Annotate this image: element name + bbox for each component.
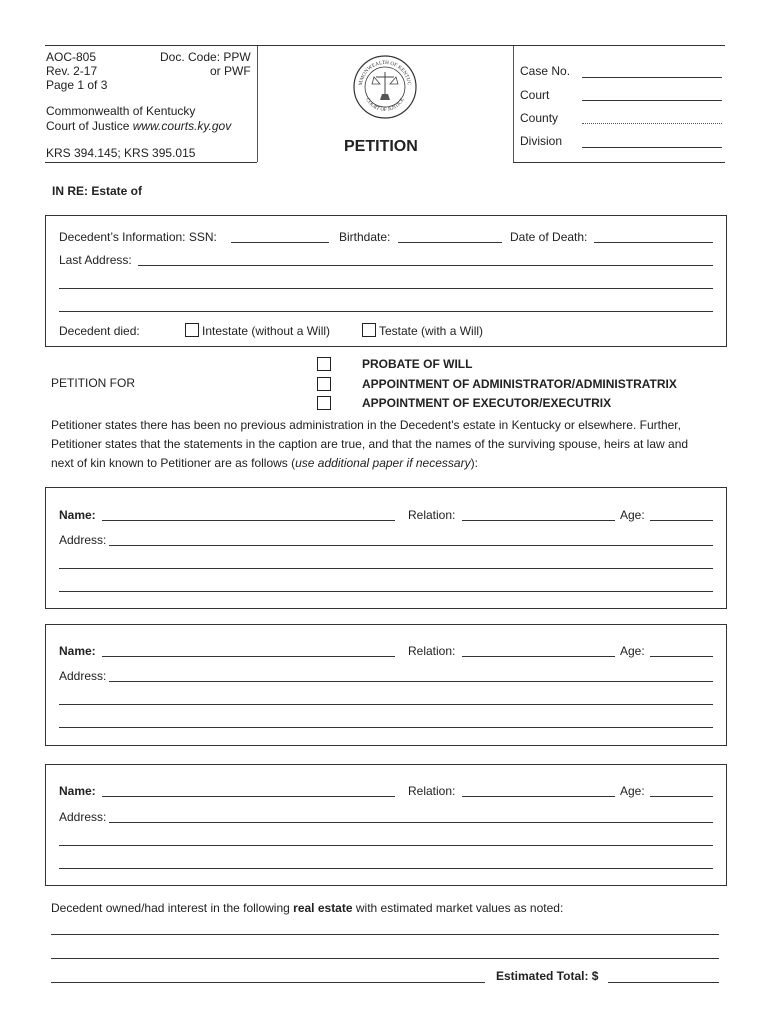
- intestate-checkbox[interactable]: [185, 323, 199, 337]
- last-address-line-3[interactable]: [59, 311, 713, 312]
- statement-line-3-start: next of kin known to Petitioner are as follows (: [51, 456, 296, 470]
- form-id: AOC-805: [46, 50, 97, 64]
- doc-code: Doc. Code: PPW: [160, 50, 251, 64]
- court-field[interactable]: [582, 100, 722, 101]
- ssn-field[interactable]: [231, 242, 329, 243]
- appoint-administrator-checkbox[interactable]: [317, 377, 331, 391]
- heir-1-address-label: Address:: [59, 533, 107, 547]
- heir-3-address-label: Address:: [59, 810, 107, 824]
- appoint-administrator-label: APPOINTMENT OF ADMINISTRATOR/ADMINISTRATRIX: [362, 377, 677, 391]
- page-number: Page 1 of 3: [46, 78, 108, 92]
- heir-1-age-field[interactable]: [650, 520, 713, 521]
- header-divider-left: [257, 46, 258, 162]
- heir-3-age-label: Age:: [620, 784, 645, 798]
- court-label: Court: [520, 88, 550, 102]
- probate-of-will-checkbox[interactable]: [317, 357, 331, 371]
- statement-line-3-italic: use additional paper if necessary: [295, 456, 471, 470]
- heir-2-name-field[interactable]: [102, 656, 395, 657]
- doc-code-alt: or PWF: [210, 64, 251, 78]
- court-website: www.courts.ky.gov: [132, 119, 232, 133]
- header-top-rule: [45, 45, 725, 46]
- heir-2-address-line-3[interactable]: [59, 727, 713, 728]
- heir-2-age-field[interactable]: [650, 656, 713, 657]
- heir-3-relation-label: Relation:: [408, 784, 456, 798]
- real-estate-line-3[interactable]: [51, 982, 485, 983]
- heir-1-name-field[interactable]: [102, 520, 395, 521]
- heir-1-address-field[interactable]: [109, 545, 713, 546]
- decedent-ssn-label: Decedent’s Information: SSN:: [59, 230, 217, 244]
- date-of-death-field[interactable]: [594, 242, 713, 243]
- date-of-death-label: Date of Death:: [510, 230, 588, 244]
- heir-1-relation-label: Relation:: [408, 508, 456, 522]
- appoint-executor-checkbox[interactable]: [317, 396, 331, 410]
- heir-2-relation-field[interactable]: [462, 656, 615, 657]
- real-estate-line-2[interactable]: [51, 958, 719, 959]
- division-field[interactable]: [582, 147, 722, 148]
- heir-3-address-field[interactable]: [109, 822, 713, 823]
- statement-line-3: [51, 454, 731, 473]
- heir-3-name-label: Name:: [59, 784, 96, 798]
- case-no-field[interactable]: [582, 77, 722, 78]
- real-estate-intro-start: Decedent owned/had interest in the following: [51, 901, 294, 915]
- court-of-justice: [46, 119, 231, 133]
- real-estate-intro-bold: real estate: [293, 901, 353, 915]
- header-bottom-rule-left: [45, 162, 257, 163]
- county-field[interactable]: [582, 123, 722, 124]
- court-name: Commonwealth of Kentucky: [46, 104, 196, 118]
- court-of-justice-label: Court of Justice: [46, 119, 130, 133]
- revision: Rev. 2-17: [46, 64, 98, 78]
- heir-3-age-field[interactable]: [650, 796, 713, 797]
- testate-checkbox[interactable]: [362, 323, 376, 337]
- in-re-estate-label: IN RE: Estate of: [52, 184, 143, 198]
- decedent-died-label: Decedent died:: [59, 324, 140, 338]
- real-estate-line-1[interactable]: [51, 934, 719, 935]
- header-divider-right: [513, 46, 514, 162]
- petitioner-statement: [51, 416, 731, 473]
- statement-line-1: Petitioner states there has been no previous administration in the Decedent's estate in Kentucky or elsewhere. Further,: [51, 418, 681, 432]
- county-label: County: [520, 111, 559, 125]
- heir-3-relation-field[interactable]: [462, 796, 615, 797]
- appoint-executor-label: APPOINTMENT OF EXECUTOR/EXECUTRIX: [362, 396, 612, 410]
- last-address-line-2[interactable]: [59, 288, 713, 289]
- statement-line-3-end: ):: [470, 456, 478, 470]
- kentucky-seal-icon: [352, 54, 418, 120]
- birthdate-field[interactable]: [398, 242, 502, 243]
- real-estate-intro-end: with estimated market values as noted:: [352, 901, 564, 915]
- page-title: PETITION: [344, 138, 418, 155]
- svg-text:COMMONWEALTH OF KENTUCKY: MMONWEALTH OF KENTUC: [357, 59, 412, 86]
- estimated-total-field[interactable]: [608, 982, 719, 983]
- real-estate-intro: [51, 901, 563, 915]
- probate-of-will-label: PROBATE OF WILL: [362, 357, 473, 371]
- header-bottom-rule-right: [513, 162, 725, 163]
- heir-3-address-line-3[interactable]: [59, 868, 713, 869]
- heir-3-address-line-2[interactable]: [59, 845, 713, 846]
- heir-2-name-label: Name:: [59, 644, 96, 658]
- svg-text:COURT OF JUSTICE: COURT OF JUSTICE: [364, 97, 406, 114]
- heir-2-age-label: Age:: [620, 644, 645, 658]
- heir-2-address-line-2[interactable]: [59, 704, 713, 705]
- intestate-label: Intestate (without a Will): [202, 324, 331, 338]
- petition-for-label: PETITION FOR: [51, 376, 135, 390]
- last-address-label: Last Address:: [59, 253, 132, 267]
- heir-2-address-label: Address:: [59, 669, 107, 683]
- statement-line-2: Petitioner states that the statements in the caption are true, and that the names of the surviving spouse, heirs at law and: [51, 437, 689, 451]
- birthdate-label: Birthdate:: [339, 230, 391, 244]
- last-address-field[interactable]: [138, 265, 713, 266]
- heir-2-relation-label: Relation:: [408, 644, 456, 658]
- heir-1-age-label: Age:: [620, 508, 645, 522]
- heir-1-relation-field[interactable]: [462, 520, 615, 521]
- heir-1-address-line-2[interactable]: [59, 568, 713, 569]
- division-label: Division: [520, 134, 563, 148]
- heir-2-address-field[interactable]: [109, 681, 713, 682]
- statutes: KRS 394.145; KRS 395.015: [46, 146, 196, 160]
- heir-1-address-line-3[interactable]: [59, 591, 713, 592]
- estimated-total-label: Estimated Total: $: [496, 969, 599, 983]
- case-no-label: Case No.: [520, 64, 571, 78]
- testate-label: Testate (with a Will): [379, 324, 484, 338]
- heir-3-name-field[interactable]: [102, 796, 395, 797]
- heir-1-name-label: Name:: [59, 508, 96, 522]
